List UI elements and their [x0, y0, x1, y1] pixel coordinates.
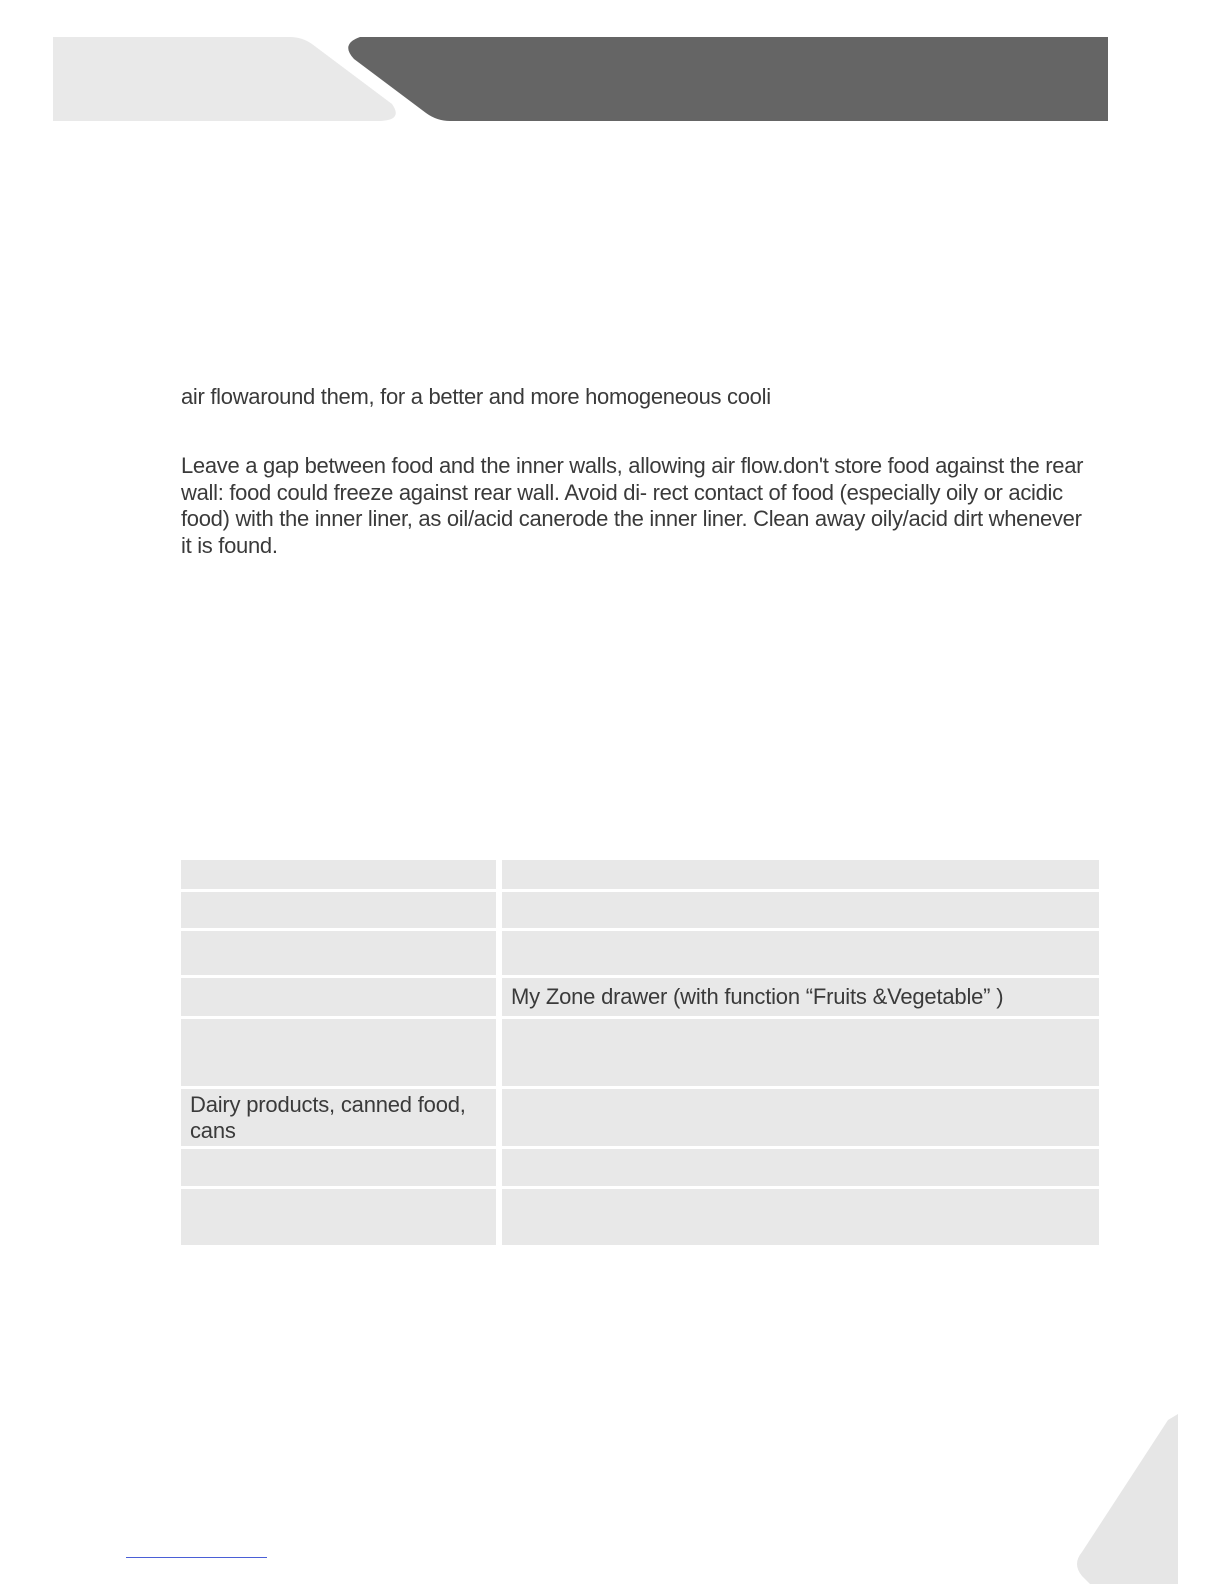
header-tab-light [53, 37, 396, 121]
table-cell-location [502, 931, 1099, 978]
header-banner [0, 0, 1224, 130]
table-row [181, 978, 1099, 1019]
table-cell-food [181, 1019, 502, 1089]
gap-paragraph: Leave a gap between food and the inner walls, allowing air flow.don't store food against the rear wall: food could freeze against rear wall. Avoid di- rect contact of food (especially oily or acidic food) with the inner liner, as oil/acid canerode the inner liner. Clean away oily/acid dirt whenever it is found. [181, 453, 1084, 558]
table-cell-food [181, 1189, 502, 1248]
table-cell-location: My Zone drawer (with function “Fruits &Vegetable” ) [502, 978, 1099, 1019]
table-row [181, 1089, 1099, 1149]
table-cell-food [181, 1149, 502, 1189]
food-storage-table [181, 860, 1099, 1248]
table-cell-location [502, 892, 1099, 931]
table-cell-location [502, 860, 1099, 892]
table-row [181, 860, 1099, 892]
table-cell-food [181, 860, 502, 892]
table-row [181, 931, 1099, 978]
table-row [181, 892, 1099, 931]
table-row [181, 1189, 1099, 1248]
table-cell-food: Dairy products, canned food, cans [181, 1089, 502, 1149]
table-cell-food [181, 978, 502, 1019]
table-cell-location [502, 1089, 1099, 1149]
airflow-paragraph: air flowaround them, for a better and more homogeneous cooli [181, 384, 771, 409]
table-cell-food [181, 892, 502, 931]
table-cell-food [181, 931, 502, 978]
table-row [181, 1149, 1099, 1189]
corner-decoration [1044, 1414, 1224, 1584]
table-cell-location [502, 1149, 1099, 1189]
table-cell-location [502, 1189, 1099, 1248]
table-cell-location [502, 1019, 1099, 1089]
footer-link-underline[interactable] [126, 1557, 267, 1558]
table-row [181, 1019, 1099, 1089]
header-bar-dark [348, 37, 1108, 121]
